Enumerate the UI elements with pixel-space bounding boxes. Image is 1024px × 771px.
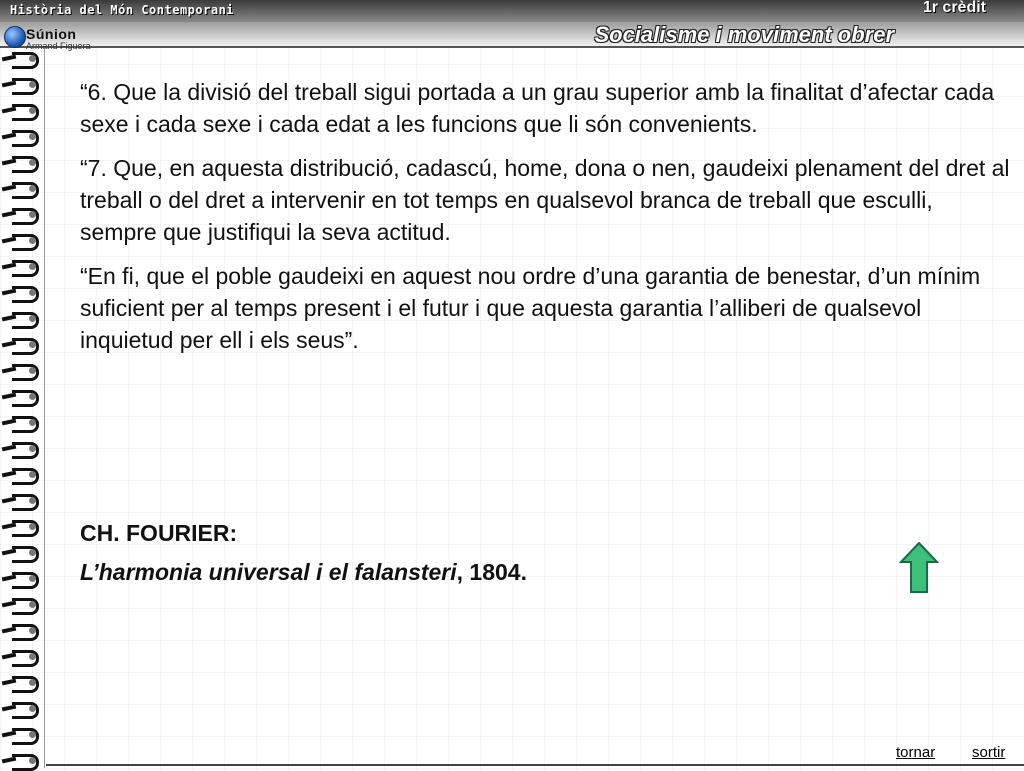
spiral-ring: [2, 234, 38, 247]
top-header-bar: [0, 0, 1024, 23]
up-arrow-icon: [899, 542, 939, 594]
spiral-ring: [2, 442, 38, 455]
spiral-ring: [2, 468, 38, 481]
globe-icon: [4, 26, 26, 48]
citation: [80, 520, 527, 586]
spiral-ring: [2, 416, 38, 429]
main-text: [80, 76, 1015, 368]
spiral-ring: [2, 702, 38, 715]
spiral-ring: [2, 260, 38, 273]
spiral-binding: [0, 48, 45, 768]
spiral-ring: [2, 182, 38, 195]
logo-author: Armand Figuera: [26, 41, 91, 51]
spiral-ring: [2, 598, 38, 611]
exit-link[interactable]: sortir: [972, 744, 1006, 761]
credit-label: 1r crèdit: [922, 0, 986, 16]
spiral-ring: [2, 520, 38, 533]
spiral-ring: [2, 572, 38, 585]
spiral-ring: [2, 130, 38, 143]
spiral-ring: [2, 338, 38, 351]
paragraph-conclusion: “En fi, que el poble gaudeixi en aquest nou ordre d’una garantia de benestar, d’un mínim suficient per al temps present i el futur i que aquesta garantia l’alliberi de qualsevol inquietud per ell i els seus”.: [80, 263, 981, 353]
spiral-ring: [2, 624, 38, 637]
spiral-ring: [2, 52, 38, 65]
footer-divider: [46, 764, 1024, 766]
back-link[interactable]: tornar: [896, 744, 936, 761]
course-title: Història del Món Contemporani: [10, 3, 235, 17]
spiral-ring: [2, 650, 38, 663]
spiral-ring: [2, 208, 38, 221]
spiral-ring: [2, 286, 38, 299]
work-reference: [80, 559, 527, 586]
title-bar: [0, 22, 1024, 48]
page-title: Socialisme i moviment obrer: [594, 22, 894, 47]
work-year: , 1804.: [456, 559, 527, 585]
spiral-ring: [2, 546, 38, 559]
paragraph-6: “6. Que la divisió del treball sigui portada a un grau superior amb la finalitat d’afectar cada sexe i cada sexe i cada edat a les funcions que li són convenients.: [80, 79, 995, 137]
paragraph-7: “7. Que, en aquesta distribució, cadascú, home, dona o nen, gaudeixi plenament del dret al treball o del dret a intervenir en tot temps en qualsevol branca de treball que esculli, sempre que justifiqui la seva actitud.: [80, 155, 1010, 245]
spiral-ring: [2, 494, 38, 507]
up-arrow-button[interactable]: [899, 542, 939, 594]
spiral-ring: [2, 728, 38, 741]
work-title: L’harmonia universal i el falansteri: [80, 559, 457, 585]
logo-brand: Súnion: [26, 26, 77, 42]
spiral-ring: [2, 676, 38, 689]
footer-nav: [0, 742, 1024, 768]
author-name: CH. FOURIER:: [80, 520, 238, 546]
spiral-ring: [2, 312, 38, 325]
spiral-ring: [2, 156, 38, 169]
spiral-ring: [2, 390, 38, 403]
spiral-ring: [2, 104, 38, 117]
spiral-ring: [2, 78, 38, 91]
spiral-ring: [2, 364, 38, 377]
